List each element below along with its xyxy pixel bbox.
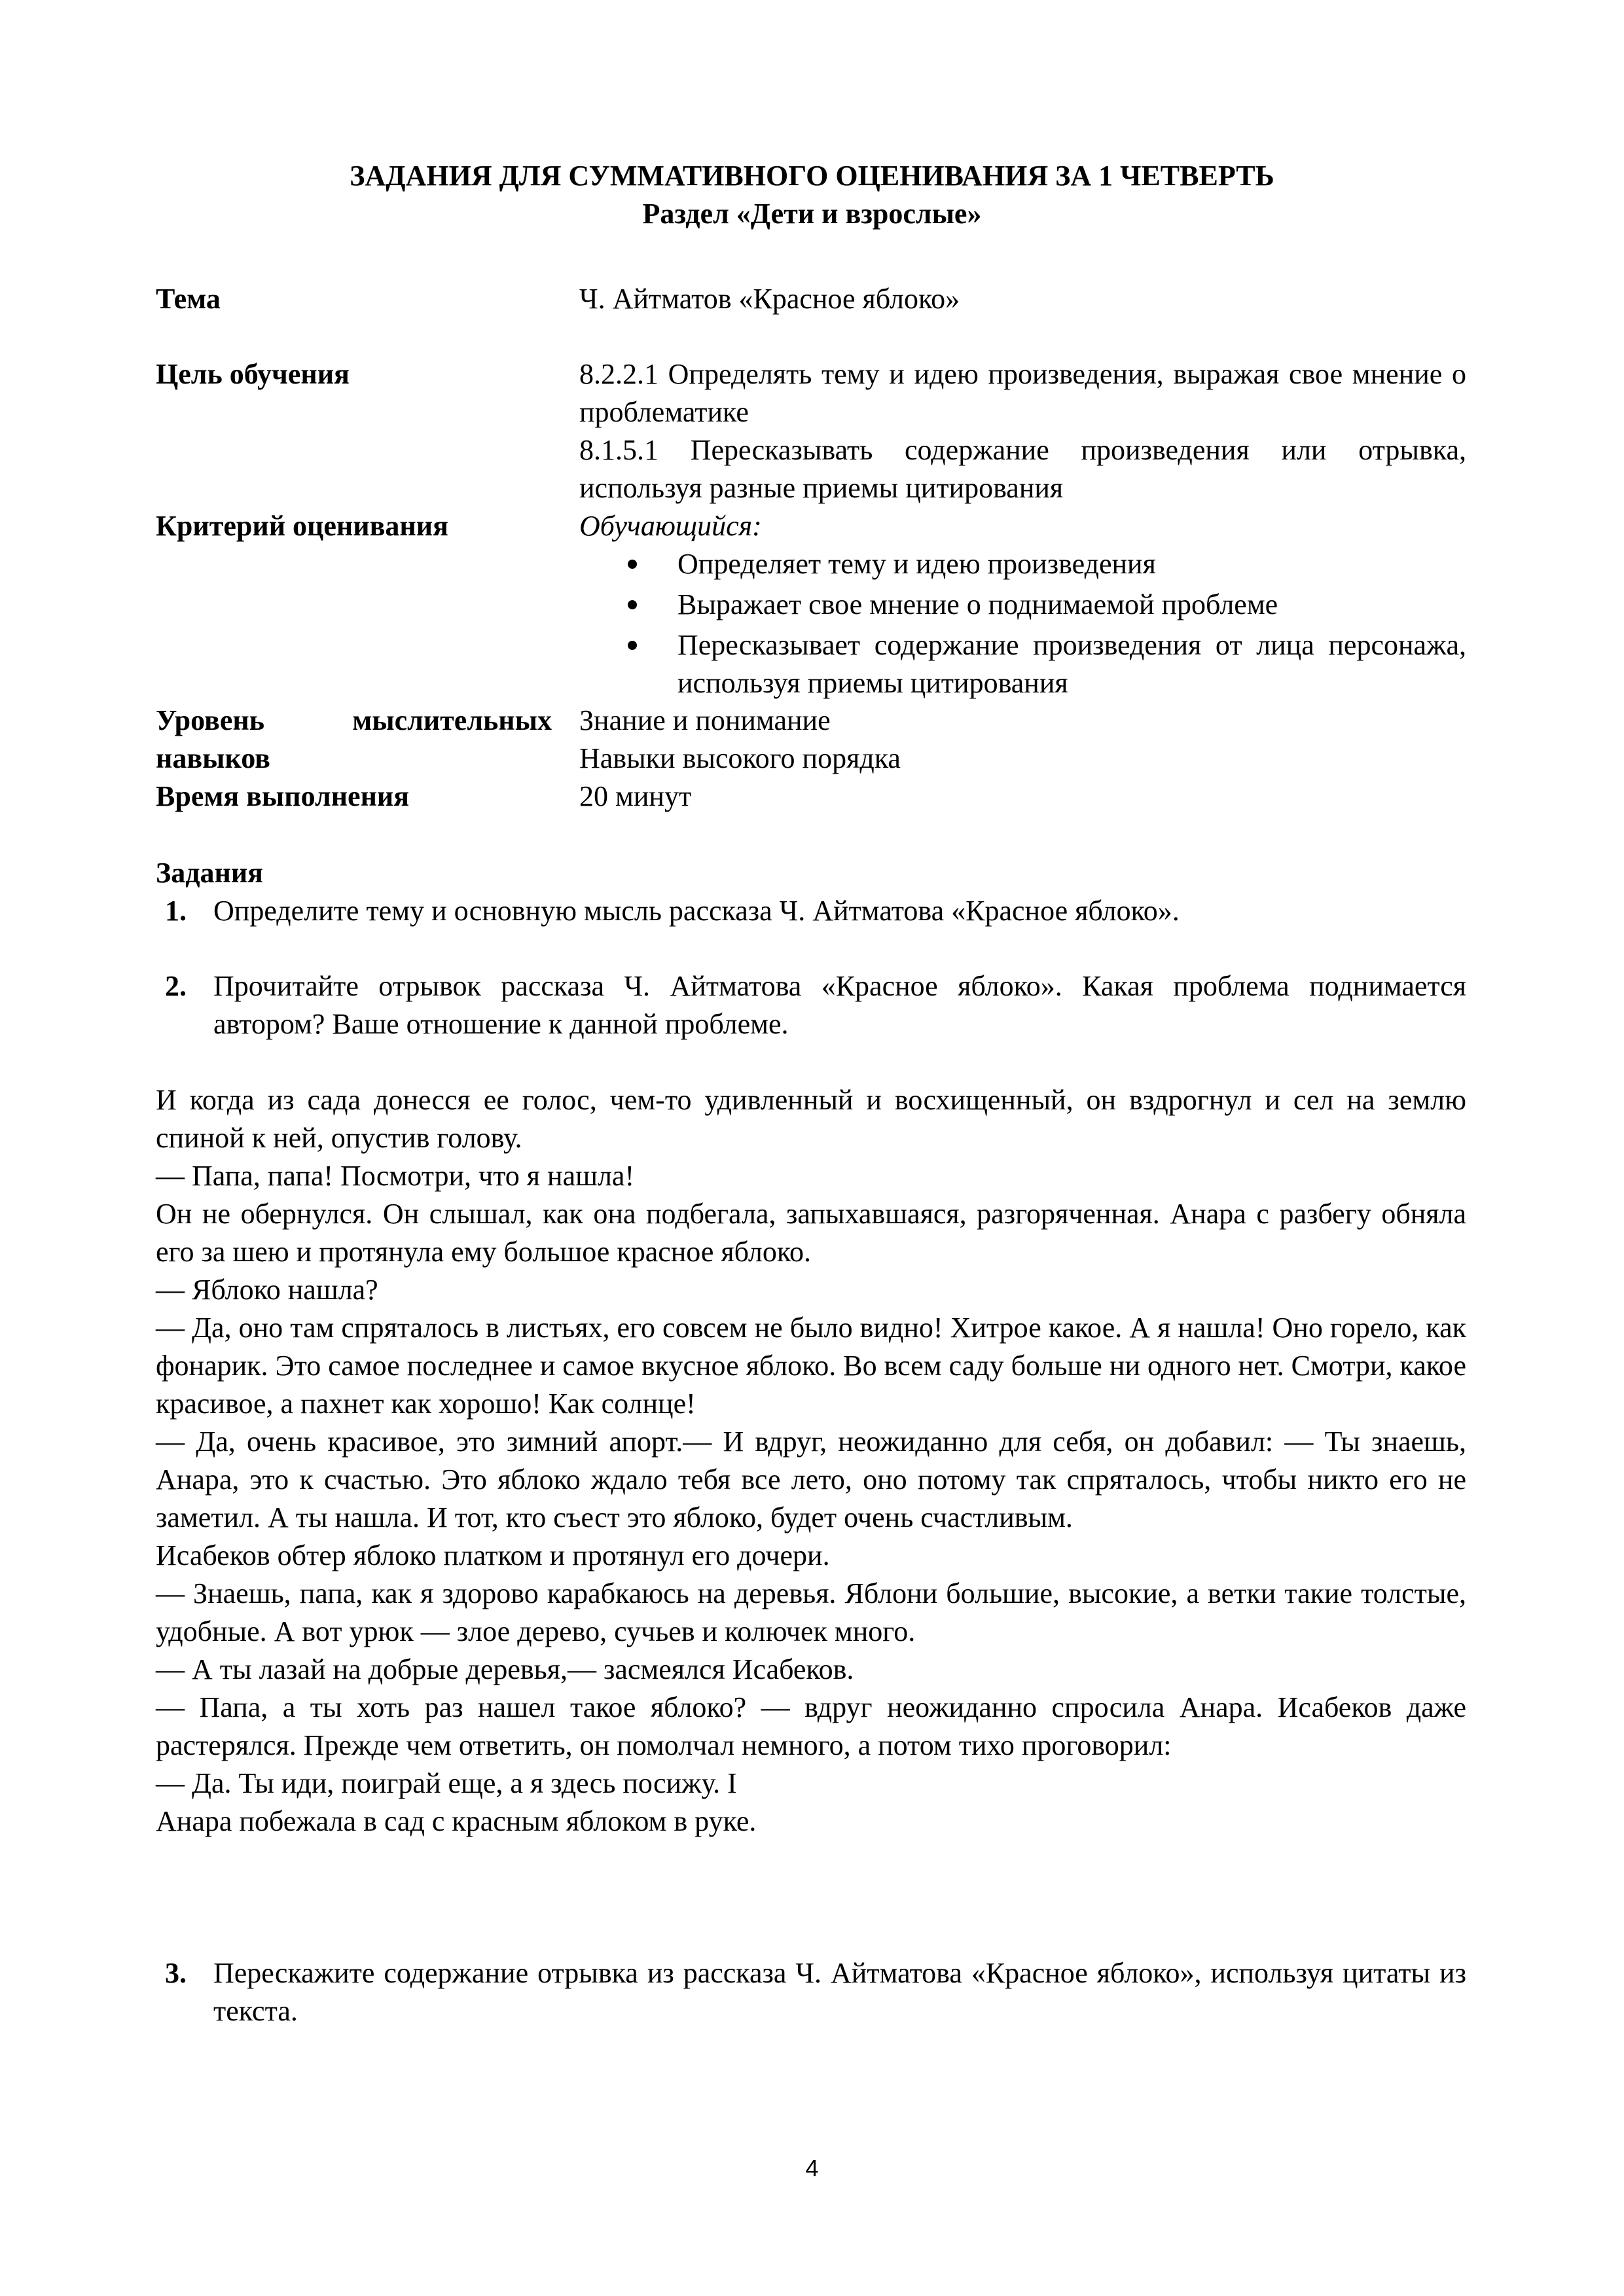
criteria-item: Пересказывает содержание произведения от лица персонажа, используя приемы цитирования: [579, 626, 1466, 702]
bullet-icon: [628, 641, 637, 650]
passage-paragraph: Анара побежала в сад с красным яблоком в руке.: [156, 1805, 757, 1837]
task-text: Перескажите содержание отрывка из рассказа Ч. Айтматова «Красное яблоко», используя цитаты из текста.: [213, 1957, 1466, 2027]
goal-line: 8.1.5.1 Пересказывать содержание произведения или отрывка, используя разные приемы цитирования: [579, 434, 1466, 504]
criteria-label: Критерий оценивания: [156, 510, 448, 542]
passage-paragraph: — Знаешь, папа, как я здорово карабкаюсь на деревья. Яблони большие, высокие, а ветки такие толстые, удобные. А вот урюк — злое дерево, сучьев и колючек много.: [156, 1577, 1466, 1647]
criteria-list: [579, 545, 1466, 705]
criteria-intro: Обучающийся:: [579, 510, 762, 542]
passage-paragraph: — Папа, папа! Посмотри, что я нашла!: [156, 1160, 635, 1192]
bullet-icon: [628, 560, 637, 569]
passage-paragraph: — Яблоко нашла?: [156, 1274, 378, 1306]
passage-paragraph: — А ты лазай на добрые деревья,— засмеялся Исабеков.: [156, 1653, 854, 1685]
criteria-item: Определяет тему и идею произведения: [579, 545, 1466, 583]
goal-line: 8.2.2.1 Определять тему и идею произведения, выражая свое мнение о проблематике: [579, 358, 1466, 428]
passage-paragraph: — Да, оно там спряталось в листьях, его совсем не было видно! Хитрое какое. А я нашла! Оно горело, как фонарик. Это самое последнее и самое вкусное яблоко. Во всем саду больше ни одного нет. Смотри, какое красивое, а пахнет как хорошо! Как солнце!: [156, 1312, 1466, 1420]
passage-paragraph: — Да, очень красивое, это зимний апорт.— И вдруг, неожиданно для себя, он добавил: — Ты знаешь, Анара, это к счастью. Это яблоко ждало тебя все лето, оно потому так спряталось, чтобы никто его не заметил. А ты нашла. И тот, кто съест это яблоко, будет очень счастливым.: [156, 1426, 1466, 1534]
tasks-title: Задания: [156, 857, 263, 889]
bullet-icon: [628, 600, 637, 609]
level-label: Уровень мыслительных навыков: [156, 704, 552, 774]
task-number: 3.: [165, 1957, 187, 1989]
level-value: Навыки высокого порядка: [579, 742, 901, 774]
passage-paragraph: Он не обернулся. Он слышал, как она подбегала, запыхавшаяся, разгоряченная. Анара с разбегу обняла его за шею и протянула ему большое красное яблоко.: [156, 1198, 1466, 1268]
passage-paragraph: — Да. Ты иди, поиграй еще, а я здесь посижу. I: [156, 1767, 737, 1799]
task-text: Прочитайте отрывок рассказа Ч. Айтматова «Красное яблоко». Какая проблема поднимается автором? Ваше отношение к данной проблеме.: [213, 970, 1466, 1040]
section-subtitle: Раздел «Дети и взрослые»: [642, 198, 982, 230]
passage-paragraph: Исабеков обтер яблоко платком и протянул его дочери.: [156, 1539, 830, 1571]
time-value: 20 минут: [579, 780, 692, 812]
passage-paragraph: — Папа, а ты хоть раз нашел такое яблоко? — вдруг неожиданно спросила Анара. Исабеков даже растерялся. Прежде чем ответить, он помолчал немного, а потом тихо проговорил:: [156, 1691, 1466, 1761]
task-number: 1.: [165, 895, 187, 927]
story-excerpt: [156, 1081, 1466, 1840]
task-number: 2.: [165, 970, 187, 1002]
passage-paragraph: И когда из сада донесся ее голос, чем-то удивленный и восхищенный, он вздрогнул и сел на землю спиной к ней, опустив голову.: [156, 1084, 1466, 1154]
document-title: ЗАДАНИЯ ДЛЯ СУММАТИВНОГО ОЦЕНИВАНИЯ ЗА 1 ЧЕТВЕРТЬ: [350, 160, 1274, 192]
level-value: Знание и понимание: [579, 704, 831, 736]
task-text: Определите тему и основную мысль рассказа Ч. Айтматова «Красное яблоко».: [213, 895, 1180, 927]
goal-label: Цель обучения: [156, 358, 350, 390]
time-label: Время выполнения: [156, 780, 410, 812]
topic-label: Тема: [156, 283, 221, 315]
topic-value: Ч. Айтматов «Красное яблоко»: [579, 283, 960, 315]
criteria-item: Выражает свое мнение о поднимаемой проблеме: [579, 586, 1466, 624]
page-number: 4: [805, 2155, 819, 2181]
